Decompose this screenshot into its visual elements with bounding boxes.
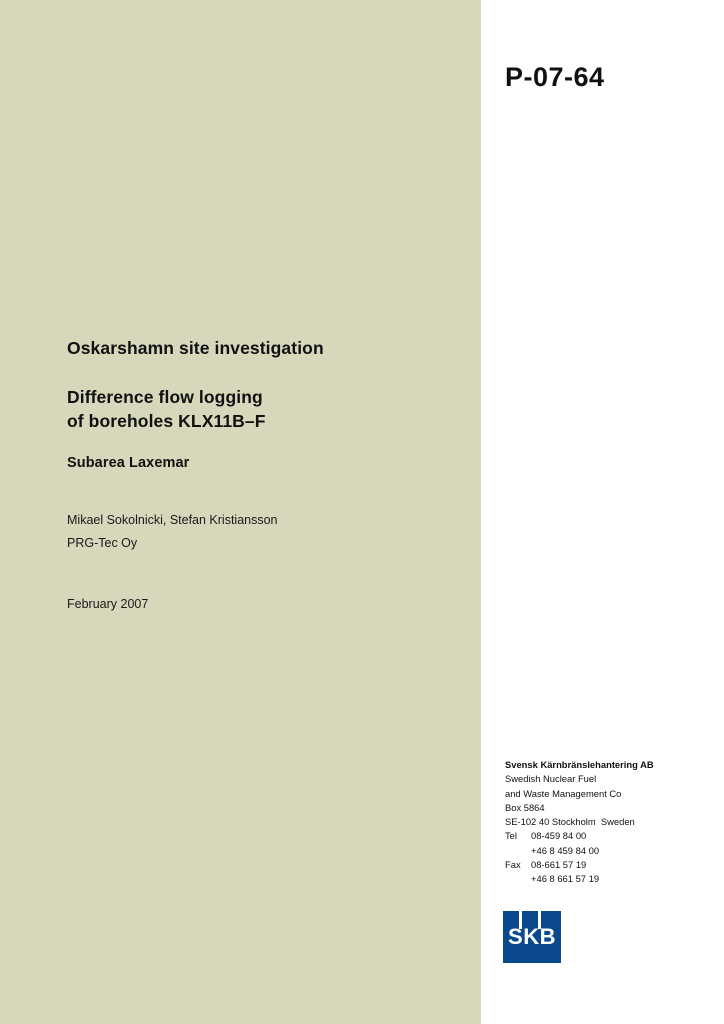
publisher-line-1: Swedish Nuclear Fuel: [505, 773, 597, 785]
publisher-fax-intl-row: [505, 872, 715, 886]
tel-label: Tel: [505, 830, 517, 842]
authors: Mikael Sokolnicki, Stefan Kristiansson: [67, 513, 278, 528]
report-title: [67, 385, 467, 433]
report-title-line1: Difference flow logging: [67, 387, 263, 407]
publisher-block: [505, 758, 715, 887]
publisher-address: SE-102 40 Stockholm Sweden: [505, 816, 635, 828]
fax-national: 08-661 57 19: [531, 859, 587, 871]
report-number: P-07-64: [505, 62, 605, 92]
title-block: [67, 338, 467, 611]
site-investigation-heading: Oskarshamn site investigation: [67, 338, 324, 358]
affiliation: PRG-Tec Oy: [67, 535, 138, 550]
publisher-fax-row: [505, 858, 715, 872]
publisher-box: Box 5864: [505, 801, 545, 813]
fax-label-blank: [505, 872, 531, 886]
fax-label: Fax: [505, 859, 521, 871]
fax-international: +46 8 661 57 19: [531, 873, 600, 885]
tel-international: +46 8 459 84 00: [531, 844, 600, 856]
publication-date: February 2007: [67, 597, 149, 612]
publisher-org: Svensk Kärnbränslehantering AB: [505, 759, 654, 770]
publisher-tel-row: [505, 829, 715, 843]
skb-logo-inner: [503, 911, 561, 963]
skb-logo-text: SKB: [508, 924, 556, 949]
tel-national: 08-459 84 00: [531, 830, 587, 842]
publisher-line-2: and Waste Management Co: [505, 787, 622, 799]
tel-label-blank: [505, 844, 531, 858]
skb-logo: [503, 911, 561, 963]
publisher-tel-intl-row: [505, 844, 715, 858]
report-title-line2: of boreholes KLX11B–F: [67, 411, 266, 432]
report-subtitle: Subarea Laxemar: [67, 455, 190, 472]
